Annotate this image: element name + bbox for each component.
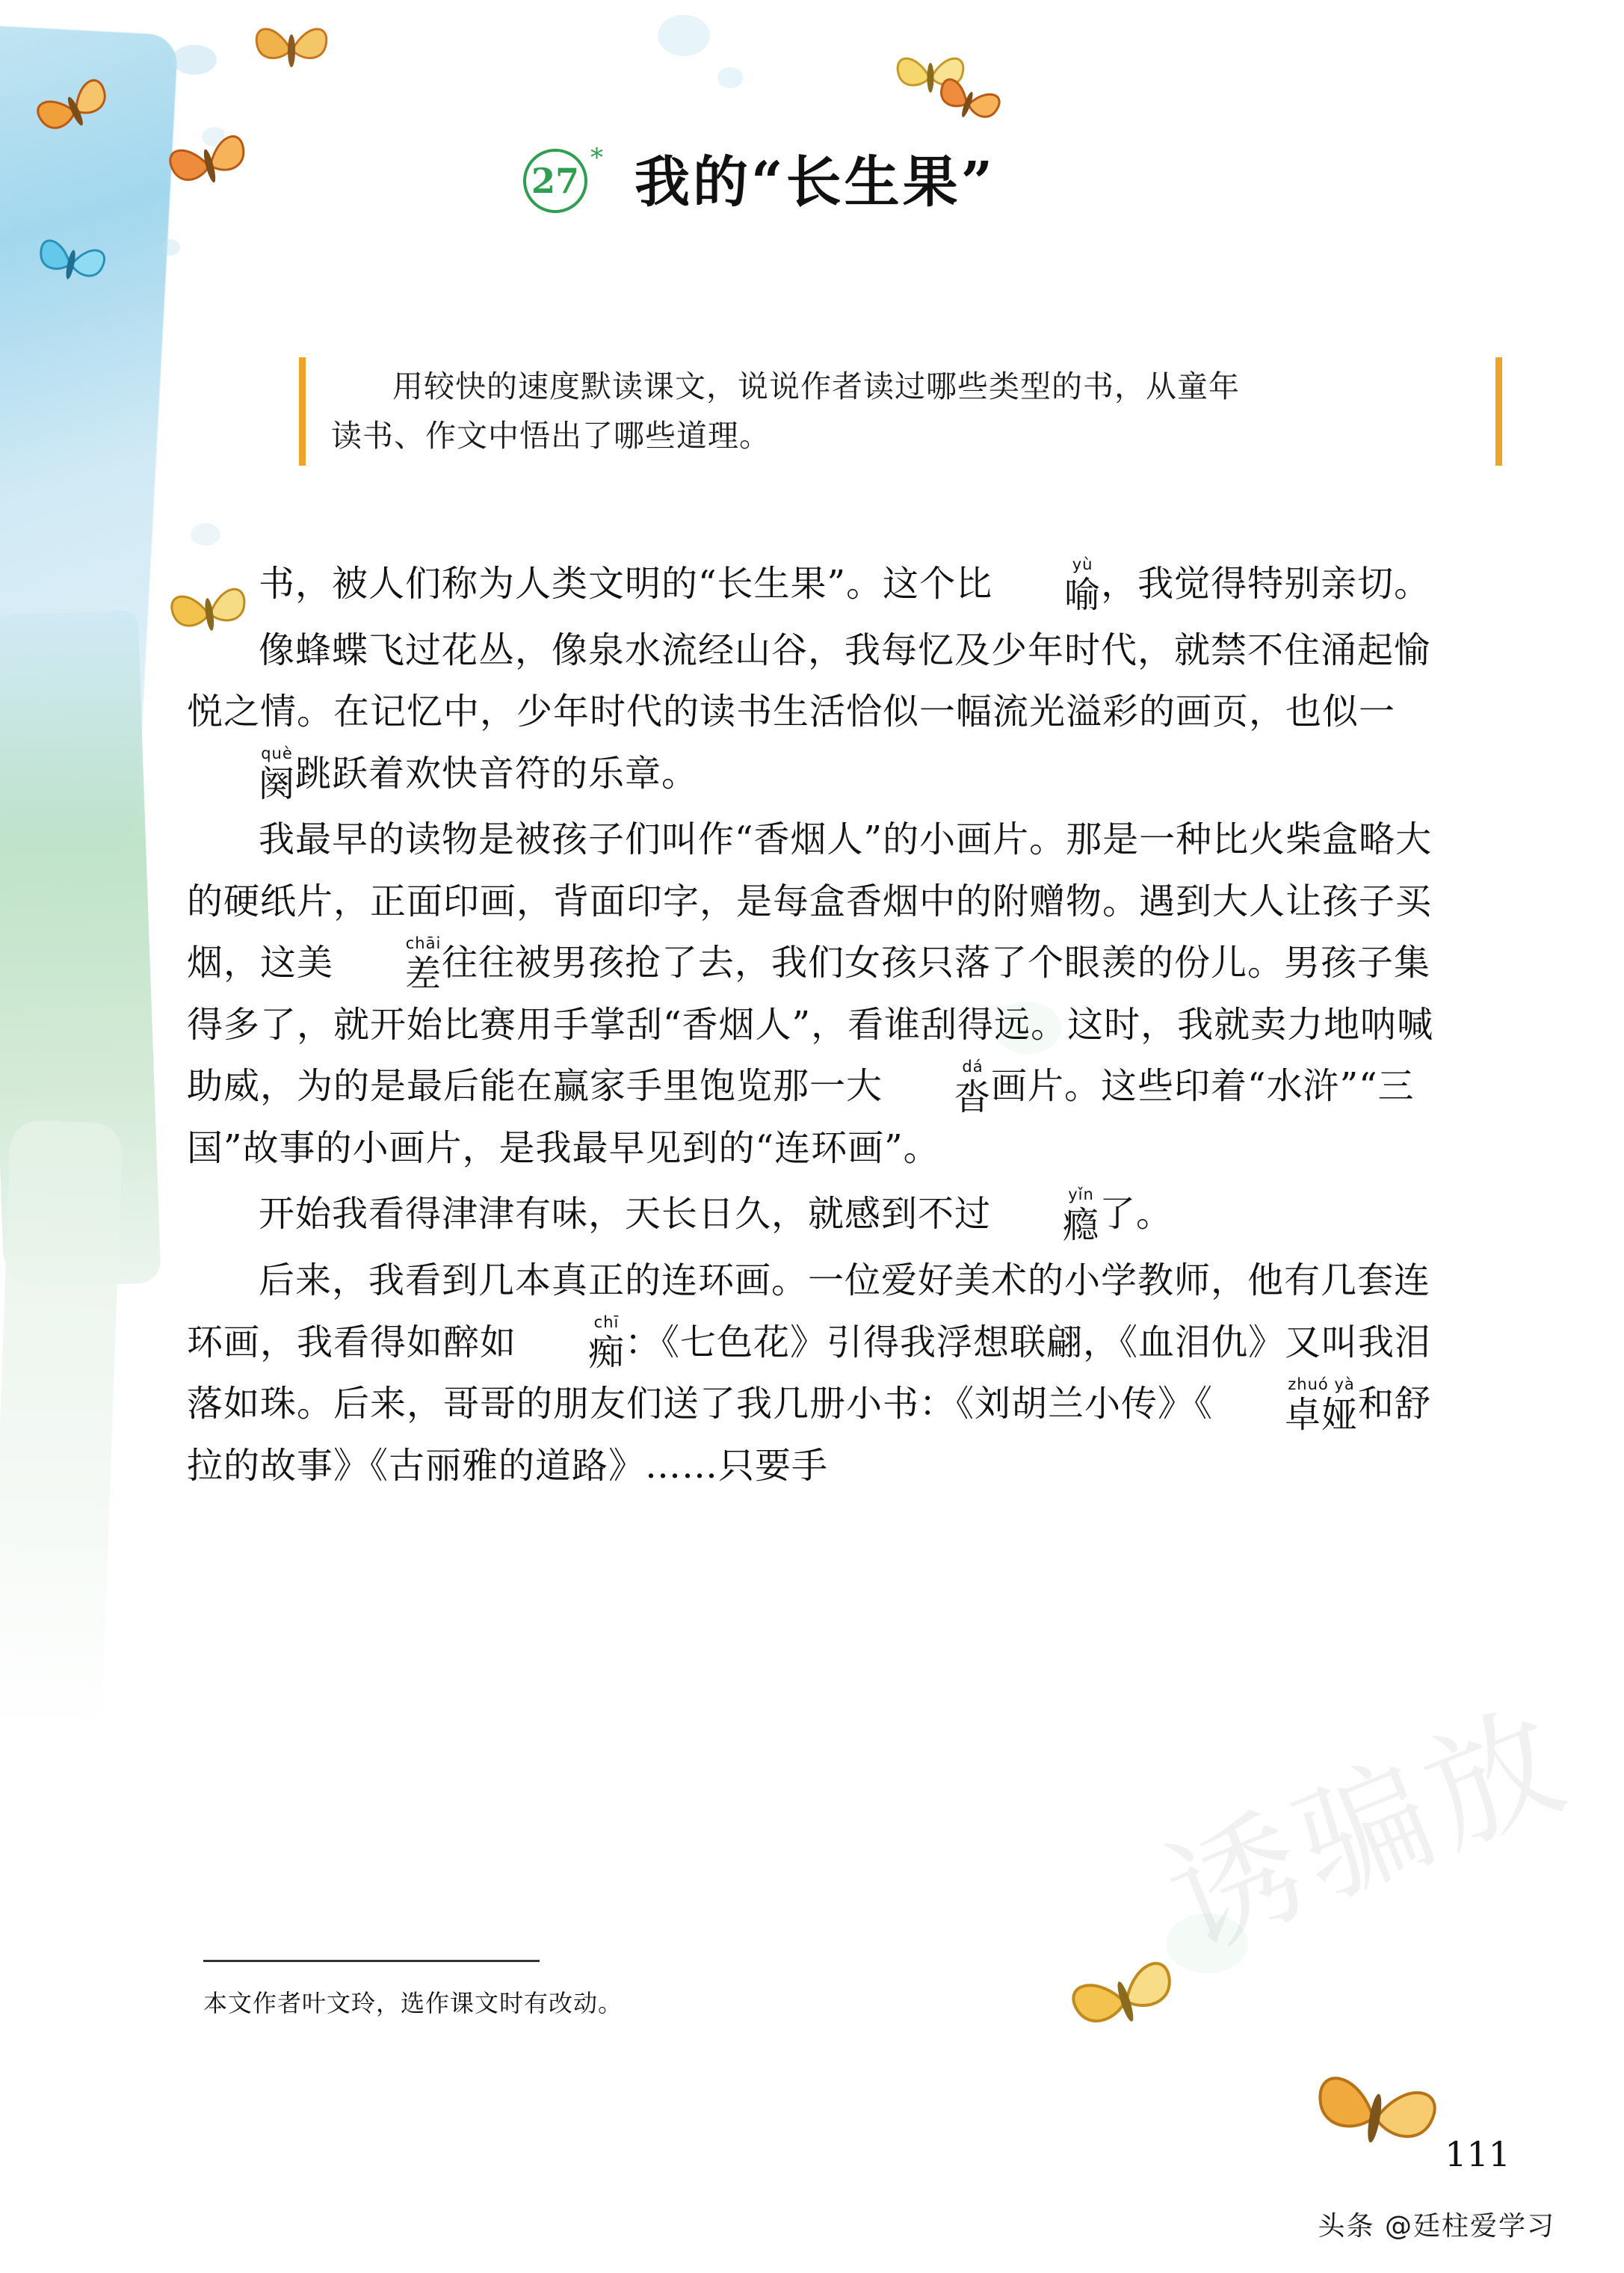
watermark-text: 诱骗放 [1147,1683,1590,1979]
lesson-number-badge: 27 [523,149,587,213]
lesson-title-row [523,138,995,218]
paint-splatter [191,523,220,546]
ruby-chi: chī 痴 [588,1313,626,1375]
butterfly-icon [247,7,336,90]
reading-prompt-box [299,357,1502,466]
butterfly-icon [1061,1943,1188,2055]
ruby-que: què 阕 [259,744,296,806]
credit-byline: 头条 @廷柱爱学习 [1318,2211,1555,2242]
butterfly-icon [30,67,120,153]
paint-splatter [202,127,224,147]
ruby-yu: yù 喻 [1064,555,1102,616]
watercolor-wash-green [0,611,161,1289]
footnote-text: 本文作者叶文玲，选作课文时有改动。 [203,1989,623,2017]
butterfly-icon [30,224,112,303]
lesson-star-marker: * [590,143,603,173]
ruby-da: dá 沓 [954,1058,992,1119]
footnote-divider [203,1960,540,1962]
paint-splatter [172,45,217,75]
page-title: 我的“长生果” [635,150,996,215]
paint-splatter [658,15,710,56]
paragraph: 开始我看得津津有味，天长日久，就感到不过 yǐn 瘾 了。 [259,1185,1173,1247]
ruby-zhuoya: zhuó yà 卓娅 [1285,1375,1359,1436]
paint-splatter [161,239,180,256]
butterfly-icon [1300,2048,1450,2183]
page-number: 111 [1445,2134,1510,2174]
article-body [187,553,1442,1501]
butterfly-icon [161,120,258,209]
prompt-line-1: 用较快的速度默读课文，说说作者读过哪些类型的书，从童年 [392,368,1240,404]
paint-splatter [1166,1913,1248,1973]
watercolor-wash-pale [0,1120,123,1736]
ruby-chai: chāi 差 [405,934,442,996]
paragraph: 我最早的读物是被孩子们叫作“香烟人”的小画片。那是一种比火柴盒略大的硬纸片，正面印画，背面印字，是每盒香烟中的附赠物。遇到大人让孩子买烟，这美 chāi 差 往往被男孩抢了去，我们女孩只落了个眼羡的份儿。男孩子集得多了，就开始比赛用手掌刮“香烟人”，看谁刮得远。这时，我就卖力地呐喊助威，为的是最后能在赢家手里饱览那一大 dá 沓 画片。这些印着“水浒”“三国”故事的小画片，是我最早见到的“连环画”。 [187,818,1434,1169]
watercolor-wash-blue [0,25,179,857]
paint-splatter [717,67,743,88]
butterfly-icon [930,67,1005,138]
prompt-line-2: 读书、作文中悟出了哪些道理。 [331,418,771,454]
paragraph: 像蜂蝶飞过花丛，像泉水流经山谷，我每忆及少年时代，就禁不住涌起愉悦之情。在记忆中，少年时代的读书生活恰似一幅流光溢彩的画页，也似一 què 阕 跳跃着欢快音符的乐章。 [187,629,1431,806]
ruby-yin: yǐn 瘾 [1063,1185,1100,1247]
butterfly-icon [889,37,972,116]
paragraph: 书，被人们称为人类文明的“长生果”。这个比 yù 喻 ，我觉得特别亲切。 [259,555,1431,616]
paragraph: 后来，我看到几本真正的连环画。一位爱好美术的小学教师，他有几套连环画，我看得如醉如 chī 痴 ：《七色花》引得我浮想联翩，《血泪仇》又叫我泪落如珠。后来，哥哥的朋友们送了我几册小书：《刘胡兰小传》《 zhuó yà 卓娅 和舒拉的故事》《古丽雅的道路》……只要手 [187,1259,1432,1487]
